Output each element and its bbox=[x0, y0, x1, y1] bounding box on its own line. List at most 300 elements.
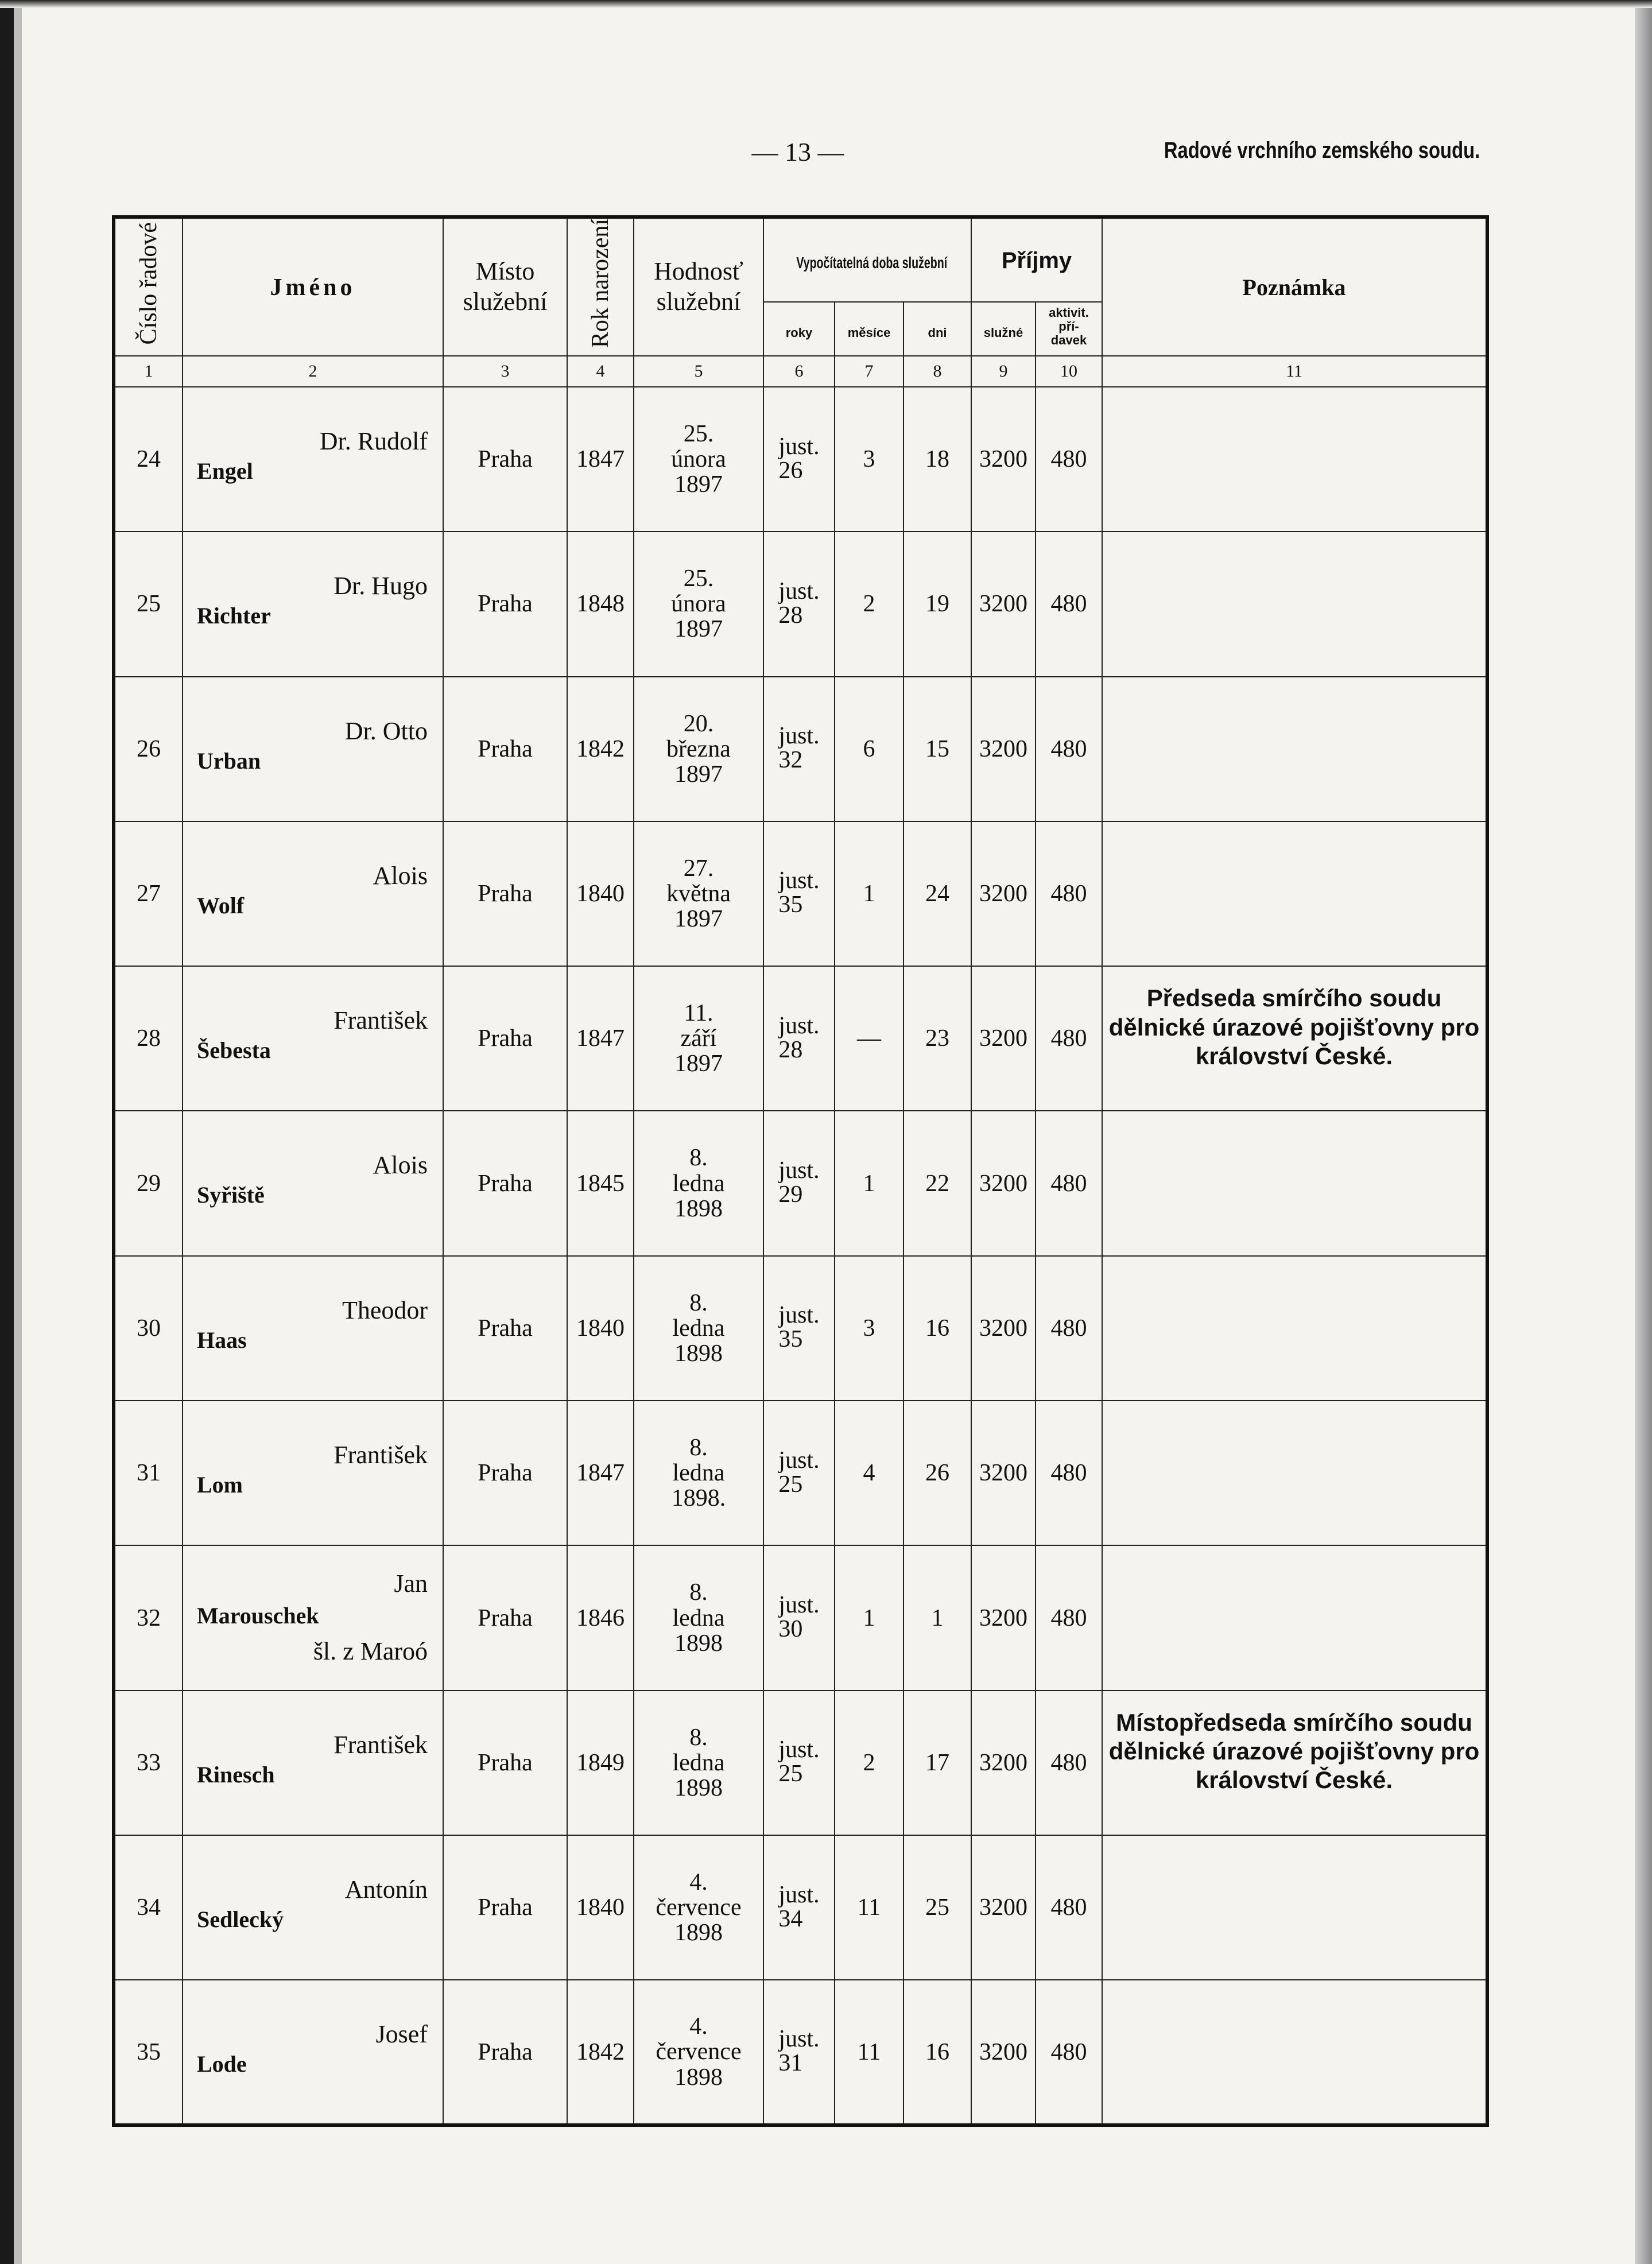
date-day: 8. bbox=[689, 1724, 708, 1751]
rank-label: just. bbox=[778, 1736, 820, 1763]
date-year: 1898 bbox=[674, 1195, 723, 1222]
date-month: ledna bbox=[672, 1749, 725, 1776]
months-cell bbox=[835, 1691, 903, 1835]
page-header bbox=[0, 137, 1652, 183]
allowance: 480 bbox=[1050, 1460, 1087, 1487]
given-name: František bbox=[333, 1730, 428, 1759]
salary-cell bbox=[971, 966, 1036, 1111]
surname: Engel bbox=[197, 458, 253, 484]
salary-cell bbox=[971, 1111, 1036, 1255]
col-header-jmeno: Jméno bbox=[183, 217, 443, 356]
months-cell bbox=[835, 1111, 903, 1255]
given-name: Antonín bbox=[344, 1875, 428, 1904]
row-number: 30 bbox=[137, 1315, 161, 1342]
place: Praha bbox=[478, 2038, 533, 2065]
note-cell bbox=[1102, 532, 1487, 676]
allowance-cell bbox=[1036, 966, 1102, 1111]
service-months: 1 bbox=[863, 1604, 875, 1631]
service-months: 1 bbox=[863, 1170, 875, 1197]
place-cell bbox=[443, 387, 567, 532]
date-day: 20. bbox=[683, 710, 714, 737]
surname: Šebesta bbox=[197, 1037, 271, 1064]
name-cell bbox=[183, 1545, 443, 1690]
years-cell bbox=[763, 1545, 835, 1690]
months-cell bbox=[835, 966, 903, 1111]
days-cell bbox=[903, 1545, 971, 1690]
note: Předseda smírčího soudu dělnické úrazové pojišťovny pro království České. bbox=[1108, 984, 1480, 1069]
rank-label: just. bbox=[778, 1157, 820, 1184]
months-cell bbox=[835, 1835, 903, 1980]
date-day: 4. bbox=[689, 1869, 708, 1896]
place-cell bbox=[443, 1111, 567, 1255]
service-years: 32 bbox=[778, 747, 803, 774]
years-cell bbox=[763, 821, 835, 966]
service-days: 22 bbox=[925, 1170, 949, 1197]
col-header-roky: roky bbox=[763, 302, 835, 356]
place: Praha bbox=[478, 1170, 533, 1197]
name-cell bbox=[183, 1980, 443, 2125]
date-month: února bbox=[671, 446, 726, 472]
surname: Marouschek bbox=[197, 1603, 319, 1629]
scan-edge-top bbox=[0, 0, 1652, 8]
years-cell bbox=[763, 677, 835, 821]
birth-year-cell bbox=[567, 1835, 634, 1980]
rank-label: just. bbox=[778, 1447, 820, 1474]
given-name: Josef bbox=[375, 2020, 428, 2049]
given-name: Theodor bbox=[342, 1296, 428, 1324]
column-number: 10 bbox=[1036, 356, 1102, 387]
days-cell bbox=[903, 677, 971, 821]
service-days: 19 bbox=[925, 591, 949, 618]
date-month: ledna bbox=[672, 1604, 725, 1631]
row-number: 34 bbox=[137, 1894, 161, 1921]
birth-year: 1845 bbox=[576, 1170, 625, 1197]
col-header-prijmy: Příjmy bbox=[971, 217, 1102, 302]
table-row bbox=[114, 966, 1487, 1111]
note-cell bbox=[1102, 1401, 1487, 1545]
name-cell bbox=[183, 821, 443, 966]
date-year: 1897 bbox=[674, 471, 723, 498]
salary: 3200 bbox=[979, 591, 1027, 618]
birth-year: 1842 bbox=[576, 735, 625, 762]
allowance-cell bbox=[1036, 1111, 1102, 1255]
service-years: 35 bbox=[778, 891, 803, 918]
salary: 3200 bbox=[979, 1894, 1027, 1921]
date-year: 1898. bbox=[671, 1485, 726, 1512]
column-number: 7 bbox=[835, 356, 903, 387]
place-cell bbox=[443, 1401, 567, 1545]
years-cell bbox=[763, 1835, 835, 1980]
scan-edge-left bbox=[0, 0, 14, 2264]
salary: 3200 bbox=[979, 2038, 1027, 2065]
place: Praha bbox=[478, 880, 533, 907]
rank-date-cell bbox=[634, 1401, 763, 1545]
allowance: 480 bbox=[1050, 1170, 1087, 1197]
register-table bbox=[112, 215, 1489, 2127]
service-years: 29 bbox=[778, 1181, 803, 1208]
birth-year: 1849 bbox=[576, 1749, 625, 1776]
service-months: 1 bbox=[863, 880, 875, 907]
date-month: ledna bbox=[672, 1170, 725, 1197]
col-header-hodnost: Hodnosť služební bbox=[634, 217, 763, 356]
rank-label: just. bbox=[778, 723, 820, 750]
service-years: 35 bbox=[778, 1326, 803, 1353]
service-years: 30 bbox=[778, 1616, 803, 1643]
years-cell bbox=[763, 387, 835, 532]
service-days: 16 bbox=[925, 1315, 949, 1342]
date-day: 25. bbox=[683, 420, 714, 447]
salary: 3200 bbox=[979, 880, 1027, 907]
birth-year: 1848 bbox=[576, 591, 625, 618]
place: Praha bbox=[478, 1604, 533, 1631]
col-header-sluzne: služné bbox=[971, 302, 1036, 356]
date-year: 1897 bbox=[674, 616, 723, 643]
months-cell bbox=[835, 1545, 903, 1690]
name-cell bbox=[183, 1401, 443, 1545]
place: Praha bbox=[478, 1025, 533, 1052]
row-number-cell bbox=[114, 532, 183, 676]
row-number: 32 bbox=[137, 1604, 161, 1631]
salary-cell bbox=[971, 1980, 1036, 2125]
table-row bbox=[114, 532, 1487, 676]
allowance-cell bbox=[1036, 1545, 1102, 1690]
service-days: 1 bbox=[931, 1604, 944, 1631]
date-month: března bbox=[666, 735, 731, 762]
days-cell bbox=[903, 1401, 971, 1545]
birth-year: 1842 bbox=[576, 2038, 625, 2065]
given-name: František bbox=[333, 1006, 428, 1035]
row-number-cell bbox=[114, 1691, 183, 1835]
days-cell bbox=[903, 1111, 971, 1255]
row-number-cell bbox=[114, 677, 183, 821]
service-years: 28 bbox=[778, 1036, 803, 1063]
birth-year: 1847 bbox=[576, 1460, 625, 1487]
birth-year-cell bbox=[567, 1545, 634, 1690]
service-months: 2 bbox=[863, 1749, 875, 1776]
row-number-cell bbox=[114, 821, 183, 966]
name-cell bbox=[183, 532, 443, 676]
months-cell bbox=[835, 387, 903, 532]
years-cell bbox=[763, 532, 835, 676]
name-cell bbox=[183, 387, 443, 532]
allowance: 480 bbox=[1050, 1604, 1087, 1631]
place: Praha bbox=[478, 591, 533, 618]
rank-date-cell bbox=[634, 821, 763, 966]
row-number: 28 bbox=[137, 1025, 161, 1052]
place: Praha bbox=[478, 1894, 533, 1921]
place: Praha bbox=[478, 1749, 533, 1776]
salary-cell bbox=[971, 387, 1036, 532]
birth-year-cell bbox=[567, 677, 634, 821]
col-header-pridavek: aktivit. pří- davek bbox=[1036, 302, 1102, 356]
salary-cell bbox=[971, 1256, 1036, 1401]
allowance-cell bbox=[1036, 1256, 1102, 1401]
place-cell bbox=[443, 532, 567, 676]
row-number-cell bbox=[114, 1980, 183, 2125]
rank-label: just. bbox=[778, 2026, 820, 2053]
allowance-cell bbox=[1036, 821, 1102, 966]
date-month: ledna bbox=[672, 1460, 725, 1487]
birth-year: 1840 bbox=[576, 1894, 625, 1921]
months-cell bbox=[835, 1401, 903, 1545]
months-cell bbox=[835, 821, 903, 966]
date-year: 1898 bbox=[674, 1340, 723, 1367]
given-name: Alois bbox=[373, 1151, 428, 1180]
table-row bbox=[114, 1835, 1487, 1980]
place-cell bbox=[443, 821, 567, 966]
date-day: 27. bbox=[683, 855, 714, 882]
table-row bbox=[114, 1401, 1487, 1545]
rank-date-cell bbox=[634, 1111, 763, 1255]
rank-date-cell bbox=[634, 1545, 763, 1690]
name-cell bbox=[183, 1256, 443, 1401]
date-year: 1897 bbox=[674, 1050, 723, 1077]
row-number: 26 bbox=[137, 735, 161, 762]
surname: Richter bbox=[197, 603, 271, 629]
rank-date-cell bbox=[634, 966, 763, 1111]
column-number: 2 bbox=[183, 356, 443, 387]
rank-date-cell bbox=[634, 1980, 763, 2125]
service-years: 25 bbox=[778, 1471, 803, 1498]
table-row bbox=[114, 1111, 1487, 1255]
salary: 3200 bbox=[979, 1460, 1027, 1487]
date-year: 1897 bbox=[674, 906, 723, 933]
service-years: 25 bbox=[778, 1761, 803, 1788]
note-cell bbox=[1102, 1111, 1487, 1255]
days-cell bbox=[903, 387, 971, 532]
row-number-cell bbox=[114, 1545, 183, 1690]
date-month: května bbox=[666, 880, 731, 907]
date-year: 1897 bbox=[674, 761, 723, 788]
table-row bbox=[114, 387, 1487, 532]
column-number: 11 bbox=[1102, 356, 1487, 387]
allowance-cell bbox=[1036, 1691, 1102, 1835]
service-months: 2 bbox=[863, 591, 875, 618]
row-number: 35 bbox=[137, 2038, 161, 2065]
col-header-mesice: měsíce bbox=[835, 302, 903, 356]
allowance: 480 bbox=[1050, 2038, 1087, 2065]
birth-year: 1846 bbox=[576, 1604, 625, 1631]
years-cell bbox=[763, 1111, 835, 1255]
salary: 3200 bbox=[979, 446, 1027, 473]
col-header-cislo: Číslo řadové bbox=[114, 217, 183, 356]
service-days: 23 bbox=[925, 1025, 949, 1052]
table-row bbox=[114, 1545, 1487, 1690]
service-months: 11 bbox=[857, 1894, 881, 1921]
birth-year-cell bbox=[567, 821, 634, 966]
column-number: 6 bbox=[763, 356, 835, 387]
row-number: 33 bbox=[137, 1749, 161, 1776]
service-months: 11 bbox=[857, 2038, 881, 2065]
place: Praha bbox=[478, 446, 533, 473]
column-number: 1 bbox=[114, 356, 183, 387]
running-head: Radové vrchního zemského soudu. bbox=[1164, 138, 1480, 163]
service-months: — bbox=[857, 1025, 881, 1052]
service-months: 3 bbox=[863, 1315, 875, 1342]
place-cell bbox=[443, 1691, 567, 1835]
service-days: 18 bbox=[925, 446, 949, 473]
table-row bbox=[114, 1980, 1487, 2125]
allowance-cell bbox=[1036, 1401, 1102, 1545]
note-cell bbox=[1102, 1980, 1487, 2125]
register-rows bbox=[114, 387, 1487, 2125]
place: Praha bbox=[478, 1315, 533, 1342]
place-cell bbox=[443, 1835, 567, 1980]
place-cell bbox=[443, 677, 567, 821]
date-year: 1898 bbox=[674, 1630, 723, 1657]
salary-cell bbox=[971, 1835, 1036, 1980]
days-cell bbox=[903, 1980, 971, 2125]
years-cell bbox=[763, 1980, 835, 2125]
salary: 3200 bbox=[979, 1604, 1027, 1631]
allowance-cell bbox=[1036, 1980, 1102, 2125]
allowance-cell bbox=[1036, 1835, 1102, 1980]
column-number: 4 bbox=[567, 356, 634, 387]
header-row bbox=[114, 217, 1487, 302]
days-cell bbox=[903, 1256, 971, 1401]
rank-date-cell bbox=[634, 1691, 763, 1835]
allowance: 480 bbox=[1050, 1894, 1087, 1921]
row-number: 25 bbox=[137, 591, 161, 618]
allowance: 480 bbox=[1050, 1315, 1087, 1342]
allowance: 480 bbox=[1050, 591, 1087, 618]
months-cell bbox=[835, 532, 903, 676]
name-cell bbox=[183, 966, 443, 1111]
surname: Haas bbox=[197, 1327, 247, 1353]
salary-cell bbox=[971, 821, 1036, 966]
row-number-cell bbox=[114, 1256, 183, 1401]
service-months: 6 bbox=[863, 735, 875, 762]
allowance: 480 bbox=[1050, 880, 1087, 907]
date-day: 8. bbox=[689, 1145, 708, 1172]
page-number: — 13 — bbox=[751, 137, 844, 166]
table-row bbox=[114, 1691, 1487, 1835]
rank-label: just. bbox=[778, 577, 820, 604]
table-row bbox=[114, 821, 1487, 966]
table-row bbox=[114, 677, 1487, 821]
years-cell bbox=[763, 1691, 835, 1835]
place-cell bbox=[443, 966, 567, 1111]
days-cell bbox=[903, 1691, 971, 1835]
service-months: 4 bbox=[863, 1460, 875, 1487]
given-name: František bbox=[333, 1441, 428, 1470]
birth-year-cell bbox=[567, 1691, 634, 1835]
note-cell bbox=[1102, 821, 1487, 966]
note-cell bbox=[1102, 1545, 1487, 1690]
birth-year-cell bbox=[567, 1401, 634, 1545]
years-cell bbox=[763, 1401, 835, 1545]
birth-year-cell bbox=[567, 966, 634, 1111]
rank-label: just. bbox=[778, 867, 820, 894]
salary-cell bbox=[971, 1691, 1036, 1835]
service-days: 16 bbox=[925, 2038, 949, 2065]
note: Místopředseda smírčího soudu dělnické úrazové pojišťovny pro království České. bbox=[1108, 1708, 1480, 1794]
note-cell bbox=[1102, 387, 1487, 532]
salary: 3200 bbox=[979, 1749, 1027, 1776]
salary: 3200 bbox=[979, 1025, 1027, 1052]
rank-label: just. bbox=[778, 1881, 820, 1908]
row-number-cell bbox=[114, 1111, 183, 1255]
years-cell bbox=[763, 1256, 835, 1401]
days-cell bbox=[903, 532, 971, 676]
surname: Syřiště bbox=[197, 1182, 265, 1208]
salary-cell bbox=[971, 1545, 1036, 1690]
rank-label: just. bbox=[778, 1012, 820, 1039]
column-number: 8 bbox=[903, 356, 971, 387]
service-months: 3 bbox=[863, 446, 875, 473]
table-row bbox=[114, 1256, 1487, 1401]
birth-year: 1840 bbox=[576, 1315, 625, 1342]
service-days: 17 bbox=[925, 1749, 949, 1776]
salary: 3200 bbox=[979, 1315, 1027, 1342]
birth-year: 1847 bbox=[576, 1025, 625, 1052]
service-days: 26 bbox=[925, 1460, 949, 1487]
scan-edge-left-shadow bbox=[14, 0, 22, 2264]
col-header-poznamka: Poznámka bbox=[1102, 217, 1487, 356]
note-cell bbox=[1102, 1691, 1487, 1835]
given-name: Dr. Rudolf bbox=[319, 427, 428, 455]
date-day: 8. bbox=[689, 1435, 708, 1461]
row-number-cell bbox=[114, 387, 183, 532]
surname: Urban bbox=[197, 747, 261, 774]
service-days: 15 bbox=[925, 735, 949, 762]
place-cell bbox=[443, 1980, 567, 2125]
row-number: 27 bbox=[137, 880, 161, 907]
birth-year-cell bbox=[567, 1980, 634, 2125]
months-cell bbox=[835, 677, 903, 821]
surname: Lom bbox=[197, 1472, 243, 1498]
years-cell bbox=[763, 966, 835, 1111]
row-number: 31 bbox=[137, 1460, 161, 1487]
service-years: 34 bbox=[778, 1905, 803, 1932]
allowance: 480 bbox=[1050, 1025, 1087, 1052]
allowance: 480 bbox=[1050, 446, 1087, 473]
col-header-dni: dni bbox=[903, 302, 971, 356]
birth-year-cell bbox=[567, 1256, 634, 1401]
rank-date-cell bbox=[634, 677, 763, 821]
given-name: Dr. Otto bbox=[344, 716, 428, 745]
note-cell bbox=[1102, 1256, 1487, 1401]
rank-date-cell bbox=[634, 1256, 763, 1401]
date-month: července bbox=[656, 1894, 742, 1921]
birth-year-cell bbox=[567, 387, 634, 532]
surname: Sedlecký bbox=[197, 1906, 284, 1933]
service-days: 24 bbox=[925, 880, 949, 907]
name-cell bbox=[183, 1835, 443, 1980]
salary-cell bbox=[971, 1401, 1036, 1545]
given-name: Alois bbox=[373, 861, 428, 890]
column-number-row bbox=[114, 356, 1487, 387]
allowance-cell bbox=[1036, 387, 1102, 532]
service-years: 28 bbox=[778, 602, 803, 629]
name-cell bbox=[183, 1111, 443, 1255]
date-month: července bbox=[656, 2038, 742, 2065]
days-cell bbox=[903, 821, 971, 966]
salary-cell bbox=[971, 677, 1036, 821]
col-header-misto: Místo služební bbox=[443, 217, 567, 356]
service-years: 26 bbox=[778, 457, 803, 484]
salary-cell bbox=[971, 532, 1036, 676]
place-cell bbox=[443, 1256, 567, 1401]
birth-year: 1840 bbox=[576, 880, 625, 907]
surname: Rinesch bbox=[197, 1761, 275, 1788]
birth-year-cell bbox=[567, 532, 634, 676]
place: Praha bbox=[478, 735, 533, 762]
col-header-doba: Vypočítatelná doba služební bbox=[763, 217, 971, 302]
allowance-cell bbox=[1036, 532, 1102, 676]
given-name: Dr. Hugo bbox=[333, 572, 428, 600]
note-cell bbox=[1102, 677, 1487, 821]
